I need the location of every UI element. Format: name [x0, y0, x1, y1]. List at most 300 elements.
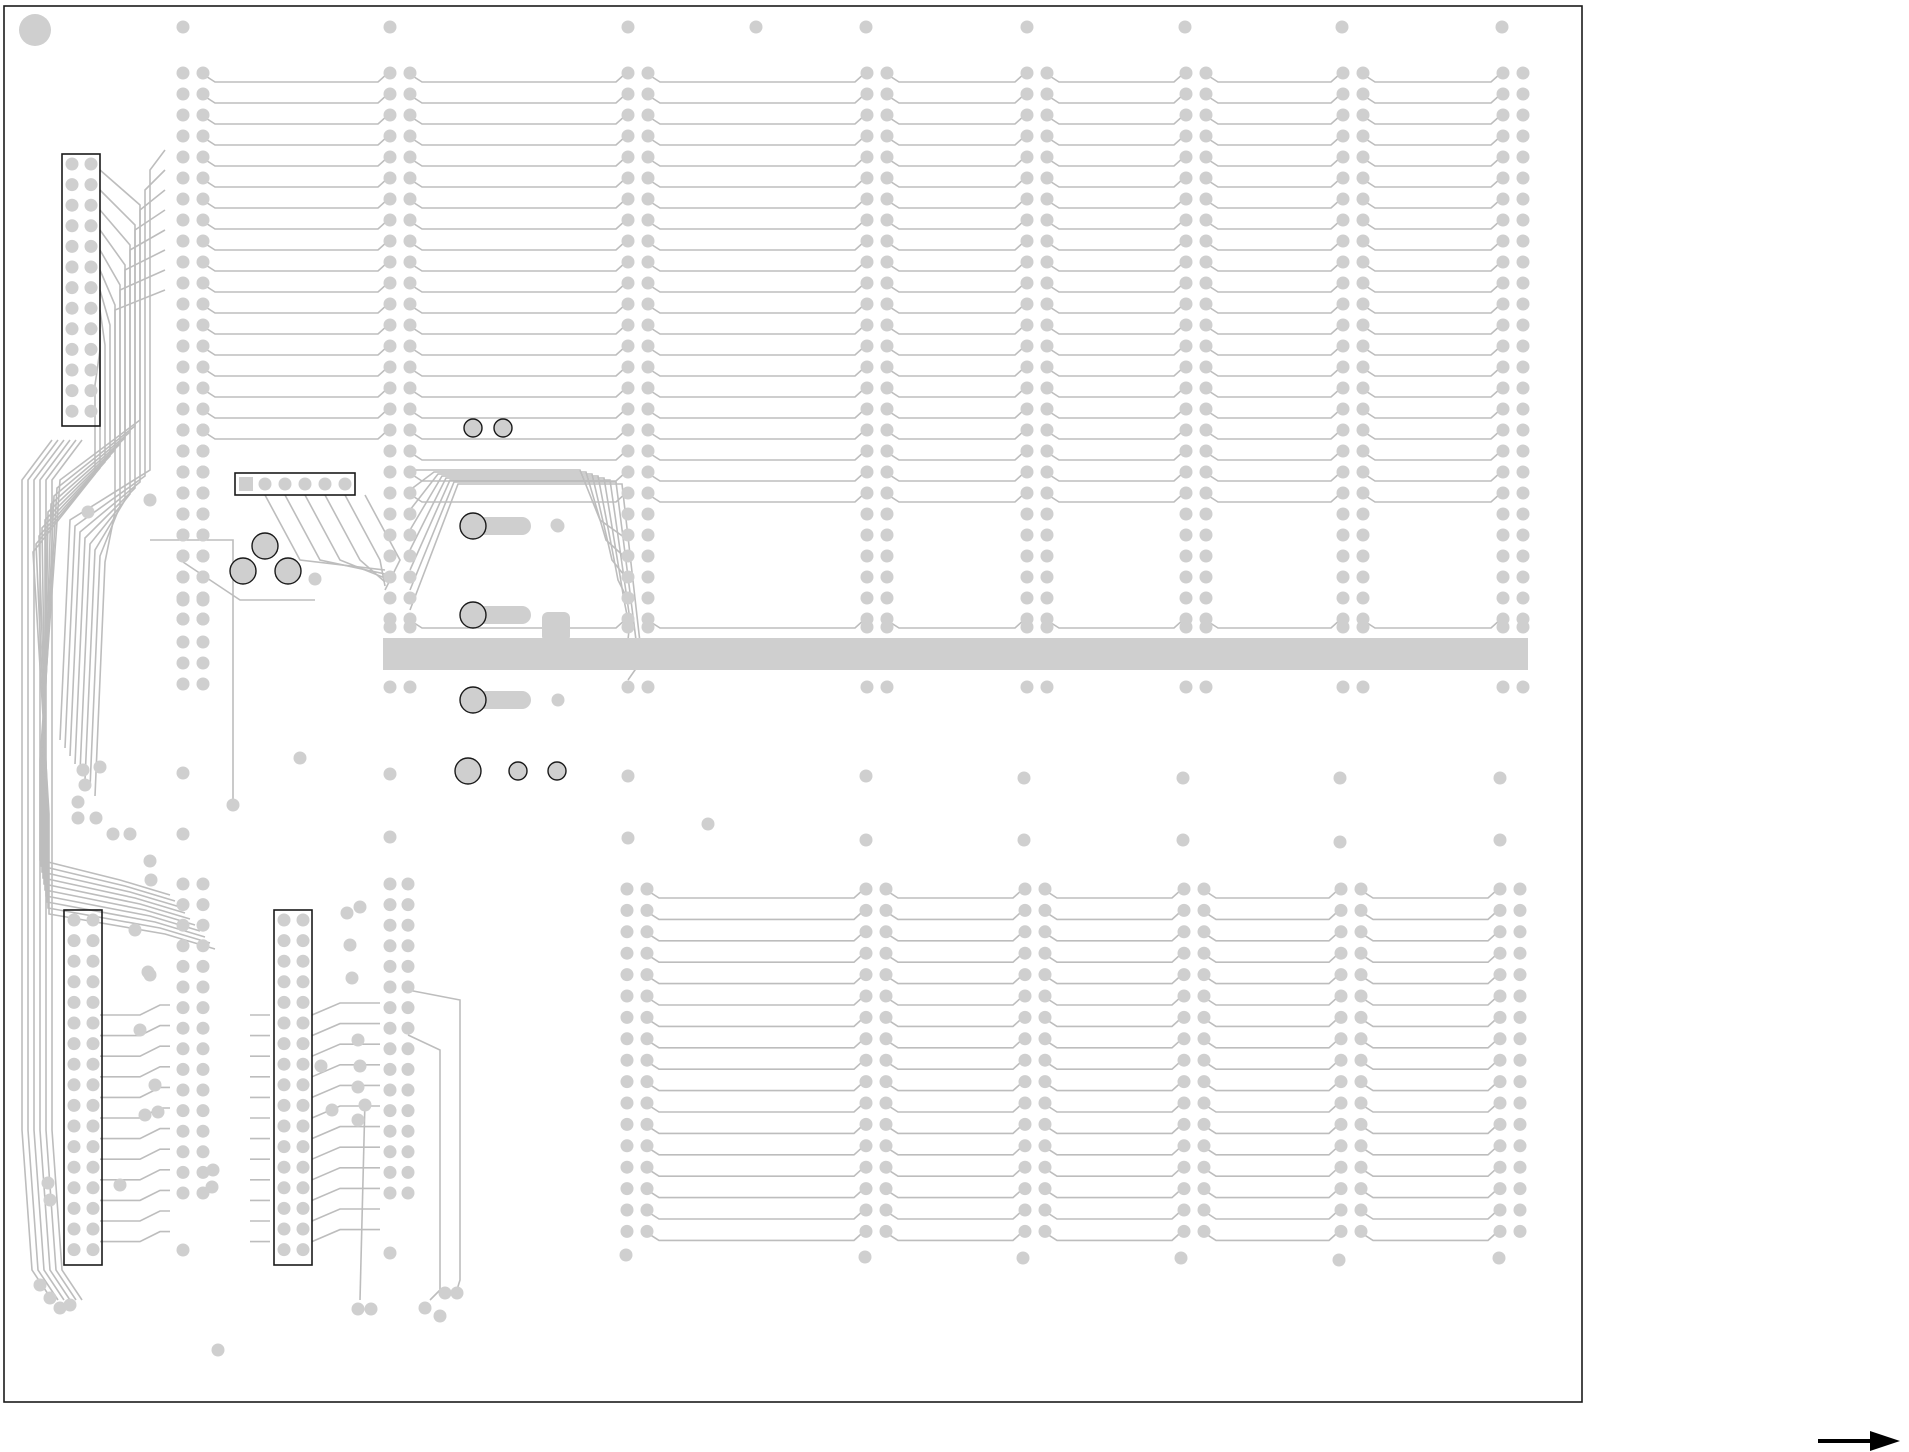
slot-pad [1355, 1139, 1368, 1152]
test-pad [509, 762, 527, 780]
slot-pad [197, 214, 210, 227]
bus-trace [885, 178, 1025, 187]
slot-pad [861, 67, 874, 80]
slot-pad [1180, 403, 1193, 416]
slot-pad [197, 960, 210, 973]
slot-pad [860, 1054, 873, 1067]
slot-pad [177, 508, 190, 521]
via [152, 1106, 165, 1119]
slot-pad [1178, 1054, 1191, 1067]
slot-pad [197, 919, 210, 932]
trace [410, 478, 628, 620]
slot-pad [1514, 968, 1527, 981]
slot-pad [177, 981, 190, 994]
slot-pad [197, 981, 210, 994]
test-pad [464, 419, 482, 437]
slot-pad [1497, 130, 1510, 143]
crystal-pad [460, 602, 486, 628]
slot-pad [1198, 1011, 1211, 1024]
via [145, 874, 158, 887]
fiducial-pad [860, 770, 873, 783]
header-pin [87, 1058, 100, 1071]
slot-pad [1335, 1182, 1348, 1195]
fiducial-pad [1334, 836, 1347, 849]
bus-pad [404, 681, 417, 694]
slot-pad [881, 151, 894, 164]
bus-trace [645, 1039, 864, 1048]
header-pin [68, 1017, 81, 1030]
bus-trace [1361, 73, 1501, 82]
bus-trace [408, 178, 626, 187]
slot-pad [1517, 256, 1530, 269]
bus-trace [1204, 73, 1341, 82]
slot-pad [1497, 403, 1510, 416]
slot-pad [177, 256, 190, 269]
slot-pad [621, 1032, 634, 1045]
bus-trace [646, 199, 865, 208]
slot-pad [1041, 340, 1054, 353]
slot-pad [641, 947, 654, 960]
slot-pad [642, 67, 655, 80]
slot-pad [1200, 151, 1213, 164]
slot-pad [880, 1161, 893, 1174]
bus-trace [1202, 975, 1339, 984]
slot-pad [384, 340, 397, 353]
slot-pad [861, 424, 874, 437]
slot-pad [384, 1145, 397, 1158]
slot-pad [622, 235, 635, 248]
slot-pad [384, 277, 397, 290]
slot-pad [1337, 130, 1350, 143]
trace [360, 1100, 365, 1300]
fiducial-pad [309, 573, 322, 586]
slot-pad [881, 109, 894, 122]
bus-trace [408, 157, 626, 166]
slot-pad [177, 657, 190, 670]
header-pin [278, 955, 291, 968]
bus-trace [1359, 1060, 1498, 1069]
bus-trace [1204, 451, 1341, 460]
slot-pad [1517, 193, 1530, 206]
header-pin [85, 261, 98, 274]
header-pin [68, 934, 81, 947]
slot-pad [177, 1166, 190, 1179]
via [72, 796, 85, 809]
slot-pad [1337, 529, 1350, 542]
slot-pad [642, 256, 655, 269]
bus-trace [1359, 1039, 1498, 1048]
bus-trace [884, 1231, 1023, 1240]
slot-pad [197, 88, 210, 101]
slot-pad [860, 1161, 873, 1174]
bus-trace [646, 451, 865, 460]
slot-pad [402, 939, 415, 952]
slot-pad [860, 1011, 873, 1024]
bus-trace [646, 157, 865, 166]
header-pin [297, 934, 310, 947]
outline-layer [4, 6, 1900, 1451]
slot-pad [1517, 382, 1530, 395]
slot-pad [1335, 1139, 1348, 1152]
slot-pad [861, 214, 874, 227]
slot-pad [1019, 1075, 1032, 1088]
slot-pad [1337, 487, 1350, 500]
slot-pad [1019, 947, 1032, 960]
slot-pad [1178, 1225, 1191, 1238]
via [419, 1302, 432, 1315]
slot-pad [384, 298, 397, 311]
slot-pad [404, 445, 417, 458]
slot-pad [402, 1187, 415, 1200]
slot-pad [861, 487, 874, 500]
slot-pad [1494, 990, 1507, 1003]
slot-pad [177, 277, 190, 290]
header-pin [87, 1161, 100, 1174]
test-pad [548, 762, 566, 780]
header-pin [85, 322, 98, 335]
fanout-trace [312, 1147, 380, 1159]
slot-pad [1198, 904, 1211, 917]
slot-pad [1337, 214, 1350, 227]
bus-pad [1200, 621, 1213, 634]
bus-trace [201, 430, 388, 439]
slot-pad [177, 1145, 190, 1158]
bus-trace [645, 1167, 864, 1176]
bus-trace [885, 220, 1025, 229]
bus-trace [1204, 136, 1341, 145]
slot-pad [1041, 277, 1054, 290]
header-pin [87, 1099, 100, 1112]
slot-pad [1357, 571, 1370, 584]
via [90, 812, 103, 825]
slot-pad [880, 925, 893, 938]
slot-pad [1335, 1075, 1348, 1088]
header-pin [297, 955, 310, 968]
bus-trace [1045, 115, 1184, 124]
slot-pad [1494, 1118, 1507, 1131]
slot-pad [1517, 529, 1530, 542]
slot-pad [1497, 361, 1510, 374]
slot-pad [177, 361, 190, 374]
slot-pad [1200, 487, 1213, 500]
bus-trace [1361, 136, 1501, 145]
bus-trace [1045, 136, 1184, 145]
slot-pad [622, 403, 635, 416]
slot-pad [1517, 445, 1530, 458]
sip-pin [319, 478, 332, 491]
slot-pad [621, 904, 634, 917]
test-pad [494, 419, 512, 437]
bus-trace [646, 136, 865, 145]
via [354, 1060, 367, 1073]
slot-pad [1021, 130, 1034, 143]
slot-pad [1357, 382, 1370, 395]
slot-pad [384, 466, 397, 479]
bus-trace [885, 493, 1025, 502]
bus-trace [1202, 1017, 1339, 1026]
bus-trace [884, 1189, 1023, 1198]
slot-pad [1180, 550, 1193, 563]
slot-pad [642, 424, 655, 437]
slot-pad [881, 571, 894, 584]
bus-trace [1361, 493, 1501, 502]
bus-trace [201, 283, 388, 292]
slot-pad [177, 445, 190, 458]
slot-pad [621, 1139, 634, 1152]
slot-pad [1357, 424, 1370, 437]
bus-trace [1202, 1231, 1339, 1240]
header-pin [297, 1037, 310, 1050]
header-pin [85, 302, 98, 315]
slot-pad [1335, 1097, 1348, 1110]
slot-pad [642, 529, 655, 542]
bus-trace [1204, 220, 1341, 229]
header-pin [66, 364, 79, 377]
via [206, 1181, 219, 1194]
slot-pad [1041, 424, 1054, 437]
bus-trace [1361, 346, 1501, 355]
slot-pad [1335, 904, 1348, 917]
slot-pad [197, 298, 210, 311]
slot-pad [621, 1075, 634, 1088]
slot-pad [177, 1042, 190, 1055]
slot-pad [404, 550, 417, 563]
slot-pad [1357, 88, 1370, 101]
fanout-trace [100, 1232, 170, 1242]
bus-trace [1202, 1103, 1339, 1112]
bus-trace [408, 199, 626, 208]
bus-trace [1359, 1082, 1498, 1091]
fiducial-pad [144, 494, 157, 507]
slot-pad [1357, 529, 1370, 542]
header-pin [68, 914, 81, 927]
slot-pad [1200, 214, 1213, 227]
slot-pad [1178, 968, 1191, 981]
slot-pad [404, 592, 417, 605]
bus-trace [884, 953, 1023, 962]
header-pin [297, 914, 310, 927]
slot-pad [622, 445, 635, 458]
slot-pad [404, 88, 417, 101]
bus-trace [1045, 262, 1184, 271]
bus-trace [1043, 1146, 1182, 1155]
fiducial-pad [622, 832, 635, 845]
slot-pad [1355, 1225, 1368, 1238]
slot-pad [1357, 298, 1370, 311]
header-pin [297, 1223, 310, 1236]
slot-pad [1180, 193, 1193, 206]
slot-pad [1041, 172, 1054, 185]
bus-trace [884, 1167, 1023, 1176]
slot-pad [1494, 1225, 1507, 1238]
slot-pad [1337, 403, 1350, 416]
slot-pad [1357, 550, 1370, 563]
fanout-trace [100, 1067, 170, 1077]
slot-pad [1497, 88, 1510, 101]
slot-pad [641, 1011, 654, 1024]
slot-pad [881, 466, 894, 479]
slot-pad [1337, 193, 1350, 206]
bus-pad [1357, 681, 1370, 694]
slot-pad [177, 878, 190, 891]
slot-pad [1041, 109, 1054, 122]
slot-pad [384, 424, 397, 437]
bus-trace [1045, 283, 1184, 292]
slot-pad [1497, 571, 1510, 584]
header-pin [66, 281, 79, 294]
bus-trace [645, 1017, 864, 1026]
bus-trace [1361, 472, 1501, 481]
slot-pad [1517, 88, 1530, 101]
slot-pad [1357, 403, 1370, 416]
bus-trace [1202, 953, 1339, 962]
bus-trace [1361, 115, 1501, 124]
slot-pad [1198, 947, 1211, 960]
slot-pad [177, 193, 190, 206]
slot-pad [1021, 445, 1034, 458]
slot-pad [1355, 990, 1368, 1003]
slot-pad [1200, 445, 1213, 458]
header-pin [278, 1120, 291, 1133]
bus-trace [1045, 325, 1184, 334]
slot-pad [642, 508, 655, 521]
bus-trace [885, 619, 1025, 628]
slot-pad [1178, 1011, 1191, 1024]
header-pin [297, 975, 310, 988]
bus-trace [1202, 889, 1339, 898]
slot-pad [1355, 968, 1368, 981]
slot-pad [1335, 1161, 1348, 1174]
slot-pad [1039, 1225, 1052, 1238]
slot-pad [622, 424, 635, 437]
bus-pad [622, 621, 635, 634]
bus-trace [1202, 1167, 1339, 1176]
slot-pad [197, 487, 210, 500]
slot-pad [880, 1032, 893, 1045]
slot-pad [404, 319, 417, 332]
fiducial-pad [177, 21, 190, 34]
bus-trace [1204, 262, 1341, 271]
bus-trace [1361, 94, 1501, 103]
slot-pad [1335, 947, 1348, 960]
slot-pad [1041, 445, 1054, 458]
header-pin [85, 405, 98, 418]
bus-pad [1021, 681, 1034, 694]
bus-pad [1337, 681, 1350, 694]
slot-pad [1180, 214, 1193, 227]
fiducial-pad [1336, 21, 1349, 34]
bus-trace [1045, 304, 1184, 313]
slot-pad [642, 172, 655, 185]
slot-pad [1337, 256, 1350, 269]
bus-trace [1361, 409, 1501, 418]
slot-pad [1041, 550, 1054, 563]
bus-trace [885, 325, 1025, 334]
slot-pad [1514, 925, 1527, 938]
slot-pad [1039, 1139, 1052, 1152]
header-pin [66, 322, 79, 335]
bus-trace [885, 94, 1025, 103]
bus-trace [646, 241, 865, 250]
slot-pad [860, 883, 873, 896]
header-pin [68, 1243, 81, 1256]
slot-pad [641, 1075, 654, 1088]
slot-pad [1178, 1182, 1191, 1195]
slot-pad [1180, 235, 1193, 248]
bus-trace [1202, 1210, 1339, 1219]
slot-pad [1337, 592, 1350, 605]
slot-pad [860, 1032, 873, 1045]
header-pin [68, 1223, 81, 1236]
slot-pad [1517, 340, 1530, 353]
header-pin [87, 955, 100, 968]
slot-pad [1200, 361, 1213, 374]
slot-pad [1041, 508, 1054, 521]
slot-pad [641, 1182, 654, 1195]
slot-pad [1021, 298, 1034, 311]
fanout-trace [312, 1230, 380, 1242]
slot-pad [404, 151, 417, 164]
bus-trace [884, 932, 1023, 941]
bus-trace [1361, 199, 1501, 208]
slot-pad [1200, 235, 1213, 248]
slot-pad [1494, 1054, 1507, 1067]
slot-pad [860, 1204, 873, 1217]
slot-pad [177, 1187, 190, 1200]
bus-trace [1361, 241, 1501, 250]
slot-pad [1494, 1075, 1507, 1088]
slot-pad [641, 925, 654, 938]
slot-pad [642, 403, 655, 416]
slot-pad [1180, 529, 1193, 542]
bus-trace [646, 472, 865, 481]
sip-pin [279, 478, 292, 491]
bus-trace [646, 262, 865, 271]
fanout-trace [312, 1044, 380, 1056]
via [139, 1109, 152, 1122]
slot-pad [1517, 550, 1530, 563]
slot-pad [384, 878, 397, 891]
slot-pad [404, 403, 417, 416]
slot-pad [1497, 256, 1510, 269]
slot-pad [881, 235, 894, 248]
slot-pad [1021, 424, 1034, 437]
slot-pad [177, 130, 190, 143]
slot-pad [197, 1001, 210, 1014]
slot-pad [880, 904, 893, 917]
bus-trace [885, 136, 1025, 145]
slot-pad [197, 340, 210, 353]
slot-pad [1180, 424, 1193, 437]
slot-pad [1180, 340, 1193, 353]
slot-pad [1198, 1118, 1211, 1131]
slot-pad [1178, 1032, 1191, 1045]
slot-pad [1021, 256, 1034, 269]
slot-pad [880, 947, 893, 960]
fanout-trace [312, 1085, 380, 1097]
slot-pad [177, 172, 190, 185]
slot-pad [622, 361, 635, 374]
slot-pad [177, 403, 190, 416]
slot-pad [404, 277, 417, 290]
slot-pad [622, 319, 635, 332]
slot-pad [641, 990, 654, 1003]
bus-trace [1359, 1167, 1498, 1176]
slot-pad [402, 1125, 415, 1138]
slot-pad [860, 1097, 873, 1110]
slot-pad [1497, 529, 1510, 542]
via [552, 520, 565, 533]
